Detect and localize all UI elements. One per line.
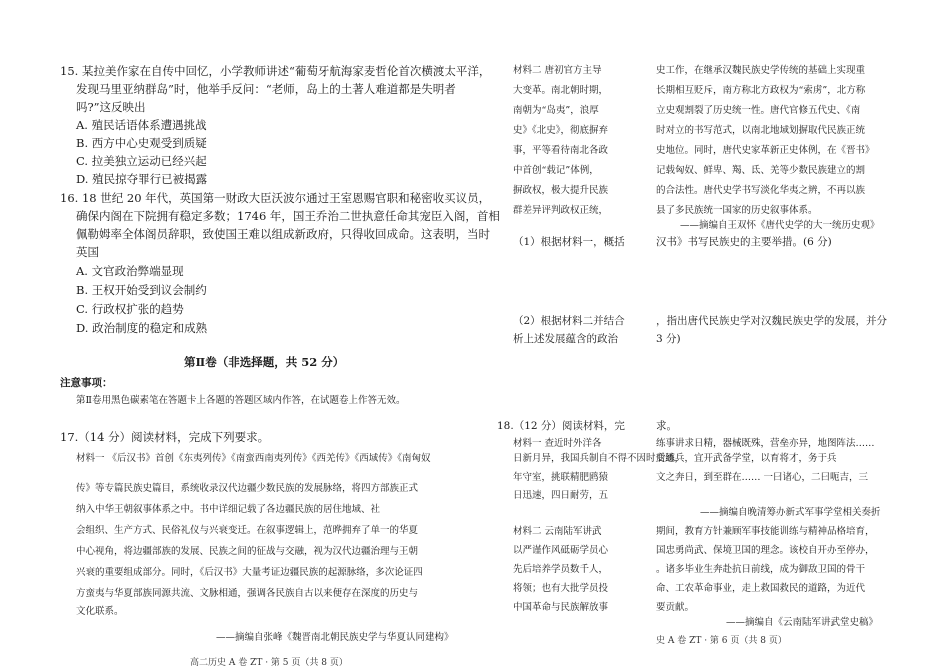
q18-m2-left-line-3: 先后培养学员数千人， xyxy=(513,564,609,575)
q15-stem-line-1: 15. 某拉美作家在自传中回忆，小学教师讲述“葡萄牙航海家麦哲伦首次横渡太平洋， xyxy=(60,64,491,78)
sub2-left-line-2: 析上述发展蕴含的政治 xyxy=(513,333,618,345)
q18-m1b-right: 文之奔日，到至群在…… 一曰诸心，二曰呃吉，三 xyxy=(656,472,869,483)
m2-left-line-8: 群差异评判政权正统， xyxy=(513,205,609,216)
q17-material-line-4: 中心视角，将边疆部族的发展、民族之间的征战与交融，视为汉代边疆治理与王朝 xyxy=(76,546,419,557)
q17-title: 17.（14 分）阅读材料，完成下列要求。 xyxy=(60,430,270,444)
q18-m1-left: 材料一 查近时外洋各 xyxy=(513,438,602,449)
q18-m2-right-line-2: 国忠勇尚武、保境卫国的理念。该校自开办至停办， xyxy=(656,545,875,556)
q17-material-line-1: 传》等专篇民族史篇目，系统收录汉代边疆少数民族的发展脉络，将四方部族正式 xyxy=(76,483,419,494)
q15-option-d[interactable]: D. 殖民掠夺罪行已被揭露 xyxy=(76,172,208,186)
q16-stem-line-4: 英国 xyxy=(76,245,99,259)
q16-option-b[interactable]: B. 王权开始受到议会制约 xyxy=(76,283,207,297)
q15-stem-line-3: 吗?”这反映出 xyxy=(76,100,146,114)
m2-right-line-3: 立史观割裂了历史统一性。唐代官修五代史、《南 xyxy=(656,105,861,116)
q16-option-d[interactable]: D. 政治制度的稳定和成熟 xyxy=(76,321,208,335)
q18-m2-right-line-5: 要贡献。 xyxy=(656,602,695,613)
q16-option-a[interactable]: A. 文官政治弊端显现 xyxy=(76,264,184,278)
m2-right-line-7: 的合法性。唐代史学书写淡化华夷之辨，不再以族 xyxy=(656,185,866,196)
q18-m1-source: ——摘编自晚清筹办新式军事学堂相关奏折 xyxy=(700,507,881,518)
sub2-right-line-1: ，指出唐代民族史学对汉魏民族史学的发展，并分 xyxy=(656,315,887,327)
m2-right-line-5: 史地位。同时，唐代史家革新正史体例，在《晋书》 xyxy=(656,145,875,156)
q15-option-c[interactable]: C. 拉美独立运动已经兴起 xyxy=(76,154,207,168)
m2-left-line-2: 大变革。南北朝时期， xyxy=(513,85,609,96)
q18-title-left: 18.（12 分）阅读材料，完 xyxy=(497,420,625,432)
sub2-left-line-1: （2）根据材料二并结合 xyxy=(513,315,625,327)
m2-source: ——摘编自王双怀《唐代史学的大一统历史观》 xyxy=(680,220,880,231)
q18-m2-left-line-5: 中国革命与民族解放事 xyxy=(513,602,609,613)
m2-left-line-5: 事，平等看待南北各政 xyxy=(513,145,609,156)
m2-left-line-4: 史》《北史》，彻底摒弃 xyxy=(513,125,609,136)
q15-option-b[interactable]: B. 西方中心史观受到质疑 xyxy=(76,136,207,150)
m2-right-line-2: 长期相互贬斥，南方称北方政权为“索虏”，北方称 xyxy=(656,85,866,96)
q16-option-c[interactable]: C. 行政权扩张的趋势 xyxy=(76,302,184,316)
q18-m2-left-line-1: 材料二 云南陆军讲武 xyxy=(513,526,602,537)
m2-left-line-1: 材料二 唐初官方主导 xyxy=(513,65,602,76)
q18-cut-left-text: 日新月异，我国兵制自不得不因时变通， xyxy=(513,453,685,464)
q18-m2-left-line-2: 以严谨作风砥砺学员心 xyxy=(513,545,609,556)
q17-cut-text: 材料一 《后汉书》首创《东夷列传》《南蛮西南夷列传》《西羌传》《西域传》《南匈奴 xyxy=(76,453,431,464)
q18-m1-right: 练事讲求日精，器械既殊，营垒亦异，地图阵法…… xyxy=(656,438,875,449)
q18-m2-right-line-3: 。诸多毕业生奔赴抗日前线，成为御敌卫国的骨干 xyxy=(656,564,866,575)
m2-left-line-3: 南朝为“岛夷”，浪厚 xyxy=(513,105,599,116)
m2-right-line-6: 记载匈奴、鲜卑、羯、氐、羌等少数民族建立的割 xyxy=(656,165,866,176)
m2-right-line-8: 县了多民族统一国家的历史叙事体系。 xyxy=(656,205,818,216)
q18-m2-source: ——摘编自《云南陆军讲武堂史稿》 xyxy=(726,617,879,628)
q18-title-right: 求。 xyxy=(656,420,677,432)
notice-text: 第Ⅱ卷用黑色碳素笔在答题卡上各题的答题区域内作答，在试题卷上作答无效。 xyxy=(76,395,406,406)
q17-cut-line xyxy=(76,453,466,468)
section-title: 第Ⅱ卷（非选择题，共 52 分） xyxy=(184,355,345,369)
left-page-footer: 高二历史 A 卷 ZT · 第 5 页（共 8 页） xyxy=(190,658,348,668)
m2-left-line-7: 摒政权，极大提升民族 xyxy=(513,185,609,196)
q18-cut-right xyxy=(656,453,896,468)
sub1-left: （1）根据材料一，概括 xyxy=(513,236,625,248)
right-page-footer: 史 A 卷 ZT · 第 6 页（共 8 页） xyxy=(656,636,787,646)
q15-option-a[interactable]: A. 殖民话语体系遭遇挑战 xyxy=(76,118,207,132)
q18-m1b-left-line-1: 年守室，挑联精肥鸥猿 xyxy=(513,472,609,483)
q18-cut-right-text: 后练兵，宜开武备学堂，以育将才，务于兵 xyxy=(656,453,837,464)
notice-title: 注意事项： xyxy=(60,377,113,389)
q17-material-line-5: 兴衰的重要组成部分。同时，《后汉书》大量考证边疆民族的起源脉络，多次论证四 xyxy=(76,567,423,578)
sub2-right-line-2: 3 分) xyxy=(656,333,681,345)
q17-material-line-2: 纳入中华王朝叙事体系之中。书中详细记载了各边疆民族的居住地域、社 xyxy=(76,504,381,515)
m2-left-line-6: 中首创“载记”体例， xyxy=(513,165,599,176)
q16-stem-line-3: 佩勒姆率全体阁员辞职，致使国王难以组成新政府，只得收回成命。这表明，当时 xyxy=(76,227,490,241)
q18-m2-right-line-1: 期间，教育方针兼顾军事技能训练与精神品格培育， xyxy=(656,526,875,537)
q18-cut-left xyxy=(513,453,685,468)
q17-material-line-6: 方蛮夷与华夏部族同源共流、文脉相通，强调各民族自古以来便存在深度的历史与 xyxy=(76,588,419,599)
m2-right-line-4: 时对立的书写范式，以南北地域划摒取代民族正统 xyxy=(656,125,866,136)
q18-m2-right-line-4: 命、工农革命事业，走上救国救民的道路，为近代 xyxy=(656,583,866,594)
q17-material-line-7: 文化联系。 xyxy=(76,606,124,617)
q18-m1b-left-line-2: 日迅速，四日耐劳，五 xyxy=(513,490,609,501)
q18-m2-left-line-4: 将领；也有大批学员投 xyxy=(513,583,609,594)
m2-right-line-1: 史工作，在继承汉魏民族史学传统的基础上实现重 xyxy=(656,65,866,76)
q17-source: ——摘编自张峰《魏晋南北朝民族史学与华夏认同建构》 xyxy=(216,632,454,643)
q17-material-line-3: 会组织、生产方式、民俗礼仪与兴衰变迁。在叙事逻辑上，范晔拥弃了单一的华夏 xyxy=(76,525,419,536)
q16-stem-line-2: 确保内阁在下院拥有稳定多数；1746 年，国王乔治二世执意任命其宠臣入阁，首相 xyxy=(76,209,500,223)
q16-stem-line-1: 16. 18 世纪 20 年代，英国第一财政大臣沃波尔通过王室恩赐官职和秘密收买议员， xyxy=(60,191,491,205)
sub1-right: 汉书》书写民族史的主要举措。(6 分) xyxy=(656,236,832,248)
q15-stem-line-2: 发现马里亚纳群岛”时，他举手反问：“老师，岛上的土著人难道都是失明者 xyxy=(76,82,456,96)
